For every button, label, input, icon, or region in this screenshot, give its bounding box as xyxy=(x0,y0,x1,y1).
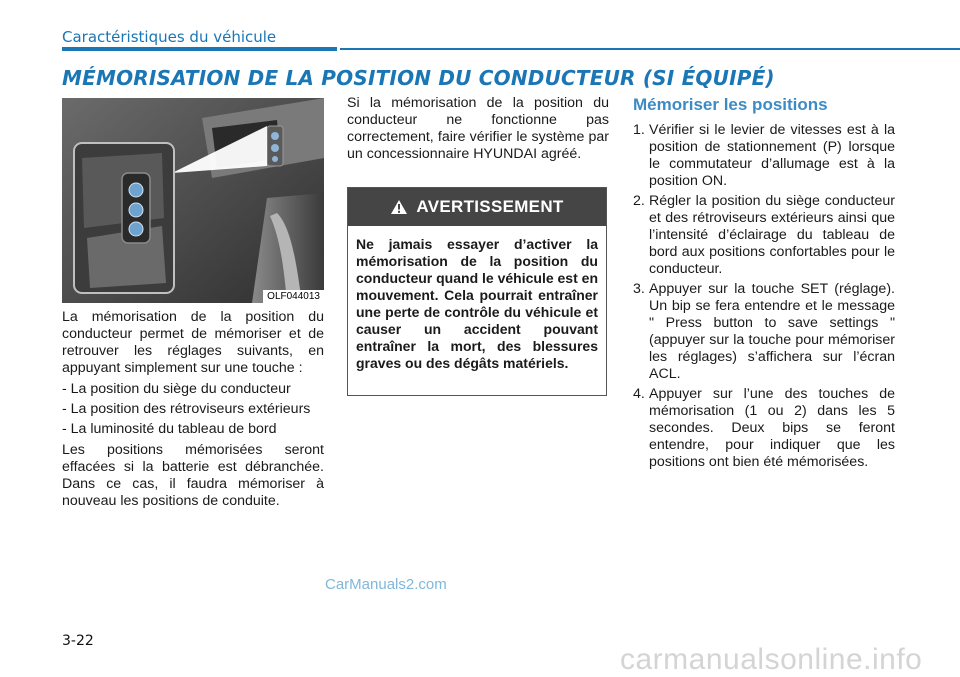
list-item xyxy=(633,386,895,471)
step-number: 1. xyxy=(633,122,645,138)
warning-title: AVERTISSEMENT xyxy=(416,197,564,216)
intro-paragraph: La mémorisation de la position du conducteur permet de mémoriser et de retrouver les réglages suivants, en appuyant simplement sur une touche : xyxy=(62,309,324,376)
memorize-heading: Mémoriser les positions xyxy=(633,95,828,114)
step-text: Régler la position du siège conducteur et des rétroviseurs extérieurs ainsi que l’intensité d’éclairage du tableau de bord aux positions confortables pour le conducteur. xyxy=(649,193,895,277)
list-item xyxy=(633,193,895,278)
column-3 xyxy=(633,122,895,474)
warning-triangle-icon xyxy=(390,199,408,215)
site-watermark: carmanualsonline.info xyxy=(620,643,923,676)
watermark-link[interactable]: CarManuals2.com xyxy=(325,576,447,593)
main-heading: MÉMORISATION DE LA POSITION DU CONDUCTEUR (SI ÉQUIPÉ) xyxy=(62,66,775,90)
step-number: 3. xyxy=(633,281,645,297)
header-rule-thin xyxy=(340,48,960,50)
step-number: 4. xyxy=(633,386,645,402)
service-paragraph: Si la mémorisation de la position du conducteur ne fonctionne pas correctement, faire vérifier le système par un concessionnaire HYUNDAI agréé. xyxy=(347,95,609,162)
step-text: Appuyer sur l’une des touches de mémorisation (1 ou 2) dans les 5 secondes. Deux bips se feront entendre, pour indiquer que les positions ont bien été mémorisées. xyxy=(649,386,895,470)
warning-box xyxy=(347,187,607,396)
step-text: Vérifier si le levier de vitesses est à la position de stationnement (P) lorsque le commutateur d’allumage est à la position ON. xyxy=(649,122,895,189)
step-text: Appuyer sur la touche SET (réglage). Un bip se fera entendre et le message " Press button to save settings " (appuyer sur la touche pour mémoriser les réglages) s’affichera sur l’écran ACL. xyxy=(649,281,895,382)
section-title: Caractéristiques du véhicule xyxy=(62,28,277,46)
warning-header xyxy=(348,188,606,226)
figure-caption: OLF044013 xyxy=(263,290,324,303)
step-number: 2. xyxy=(633,193,645,209)
list-item: - La position du siège du conducteur xyxy=(62,381,291,397)
list-item: - La luminosité du tableau de bord xyxy=(62,421,277,437)
column-1 xyxy=(62,309,324,510)
door-memory-buttons-photo xyxy=(62,98,324,303)
list-item xyxy=(633,122,895,190)
column-2 xyxy=(347,95,609,163)
page-number: 3-22 xyxy=(62,633,94,649)
settings-list xyxy=(62,381,324,438)
header-rule-thick xyxy=(62,47,337,51)
warning-text: Ne jamais essayer d’activer la mémorisation de la position du conducteur quand le véhicule est en mouvement. Cela pourrait entraîner une perte de contrôle du véhicule et causer un accident pouvant entraîner la mort, des blessures graves ou des dégâts matériels. xyxy=(356,236,598,371)
list-item: - La position des rétroviseurs extérieurs xyxy=(62,401,311,417)
list-item xyxy=(633,281,895,383)
door-panel-illustration xyxy=(62,98,324,303)
battery-note-paragraph: Les positions mémorisées seront effacées si la batterie est débranchée. Dans ce cas, il faudra mémoriser à nouveau les positions de conduite. xyxy=(62,442,324,509)
steps-list xyxy=(633,122,895,471)
